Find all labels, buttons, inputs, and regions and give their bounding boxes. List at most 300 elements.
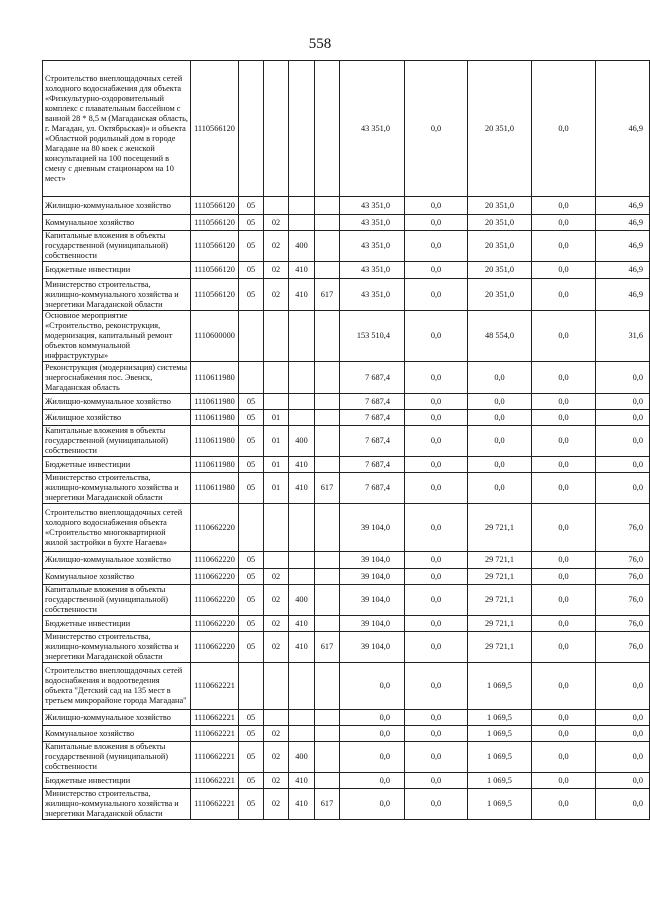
row-code: 1110611980 [191, 426, 239, 457]
row-name: Реконструкция (модернизация) системы энергоснабжения пос. Эвенск, Магаданская область [43, 362, 191, 394]
row-section: 05 [239, 616, 264, 632]
row-section: 05 [239, 585, 264, 616]
row-subsection [264, 61, 289, 197]
row-section: 05 [239, 426, 264, 457]
row-subsection: 02 [264, 569, 289, 585]
row-section: 05 [239, 742, 264, 773]
row-subsection [264, 394, 289, 410]
row-percent: 31,6 [596, 311, 650, 362]
row-expense-type: 400 [289, 585, 315, 616]
table-row [43, 362, 650, 394]
row-admin-code [315, 504, 340, 552]
table-row [43, 663, 650, 710]
row-value-1: 0,0 [340, 789, 405, 820]
table-row [43, 789, 650, 820]
row-percent: 46,9 [596, 231, 650, 262]
row-value-1: 7 687,4 [340, 426, 405, 457]
row-value-3: 29 721,1 [468, 632, 532, 663]
row-value-3: 29 721,1 [468, 504, 532, 552]
row-code: 1110611980 [191, 394, 239, 410]
row-value-3: 20 351,0 [468, 61, 532, 197]
row-value-4: 0,0 [532, 616, 596, 632]
row-admin-code [315, 616, 340, 632]
row-value-3: 48 554,0 [468, 311, 532, 362]
row-percent: 76,0 [596, 585, 650, 616]
row-section: 05 [239, 473, 264, 504]
row-section: 05 [239, 197, 264, 215]
row-value-3: 0,0 [468, 394, 532, 410]
row-subsection [264, 663, 289, 710]
row-value-2: 0,0 [405, 552, 468, 569]
table-row [43, 773, 650, 789]
row-subsection [264, 504, 289, 552]
table-body [43, 61, 650, 820]
row-name: Капитальные вложения в объекты государственной (муниципальной) собственности [43, 231, 191, 262]
row-name: Жилищно-коммунальное хозяйство [43, 710, 191, 726]
row-value-2: 0,0 [405, 231, 468, 262]
row-name: Коммунальное хозяйство [43, 215, 191, 231]
row-value-1: 0,0 [340, 742, 405, 773]
row-value-3: 29 721,1 [468, 552, 532, 569]
page-number: 558 [308, 36, 332, 52]
row-section: 05 [239, 394, 264, 410]
row-name: Капитальные вложения в объекты государственной (муниципальной) собственности [43, 426, 191, 457]
row-name: Строительство внеплощадочных сетей водоснабжения и водоотведения объекта "Детский сад на 135 мест в третьем микрорайоне города Магадана" [43, 663, 191, 710]
row-value-2: 0,0 [405, 197, 468, 215]
row-value-3: 1 069,5 [468, 710, 532, 726]
row-code: 1110611980 [191, 457, 239, 473]
row-value-3: 29 721,1 [468, 585, 532, 616]
row-section: 05 [239, 279, 264, 311]
row-admin-code [315, 663, 340, 710]
row-code: 1110662221 [191, 726, 239, 742]
row-code: 1110662221 [191, 773, 239, 789]
row-value-1: 0,0 [340, 663, 405, 710]
row-admin-code [315, 457, 340, 473]
row-value-1: 7 687,4 [340, 410, 405, 426]
row-value-4: 0,0 [532, 789, 596, 820]
row-percent: 0,0 [596, 710, 650, 726]
row-admin-code: 617 [315, 279, 340, 311]
row-value-3: 0,0 [468, 473, 532, 504]
row-percent: 0,0 [596, 394, 650, 410]
row-value-1: 43 351,0 [340, 231, 405, 262]
row-name: Коммунальное хозяйство [43, 726, 191, 742]
row-value-3: 0,0 [468, 457, 532, 473]
row-value-4: 0,0 [532, 552, 596, 569]
row-value-4: 0,0 [532, 473, 596, 504]
row-section: 05 [239, 773, 264, 789]
row-value-2: 0,0 [405, 410, 468, 426]
row-value-1: 7 687,4 [340, 394, 405, 410]
row-name: Капитальные вложения в объекты государственной (муниципальной) собственности [43, 742, 191, 773]
row-percent: 76,0 [596, 616, 650, 632]
row-subsection: 01 [264, 457, 289, 473]
row-code: 1110566120 [191, 215, 239, 231]
row-name: Коммунальное хозяйство [43, 569, 191, 585]
row-expense-type [289, 569, 315, 585]
row-name: Основное мероприятие «Строительство, реконструкция, модернизация, капитальный ремонт объектов коммунальной инфраструктуры» [43, 311, 191, 362]
row-expense-type [289, 362, 315, 394]
row-value-2: 0,0 [405, 362, 468, 394]
table-row [43, 569, 650, 585]
row-code: 1110566120 [191, 197, 239, 215]
row-percent: 0,0 [596, 773, 650, 789]
row-name: Бюджетные инвестиции [43, 773, 191, 789]
row-admin-code [315, 426, 340, 457]
row-expense-type [289, 215, 315, 231]
row-section: 05 [239, 569, 264, 585]
row-admin-code [315, 231, 340, 262]
row-subsection: 01 [264, 473, 289, 504]
row-expense-type [289, 663, 315, 710]
row-percent: 76,0 [596, 569, 650, 585]
row-value-2: 0,0 [405, 585, 468, 616]
row-value-3: 0,0 [468, 362, 532, 394]
row-section: 05 [239, 710, 264, 726]
table-row [43, 279, 650, 311]
row-code: 1110566120 [191, 231, 239, 262]
row-subsection [264, 552, 289, 569]
row-value-1: 39 104,0 [340, 552, 405, 569]
row-value-1: 153 510,4 [340, 311, 405, 362]
row-code: 1110662221 [191, 663, 239, 710]
row-value-4: 0,0 [532, 61, 596, 197]
row-value-2: 0,0 [405, 663, 468, 710]
row-section: 05 [239, 215, 264, 231]
row-percent: 46,9 [596, 197, 650, 215]
row-subsection: 02 [264, 726, 289, 742]
row-name: Бюджетные инвестиции [43, 616, 191, 632]
row-value-1: 7 687,4 [340, 362, 405, 394]
row-subsection: 02 [264, 789, 289, 820]
table-row [43, 197, 650, 215]
row-name: Капитальные вложения в объекты государственной (муниципальной) собственности [43, 585, 191, 616]
row-code: 1110662221 [191, 710, 239, 726]
row-value-1: 43 351,0 [340, 279, 405, 311]
row-percent: 0,0 [596, 362, 650, 394]
row-value-2: 0,0 [405, 215, 468, 231]
row-value-4: 0,0 [532, 426, 596, 457]
row-admin-code [315, 585, 340, 616]
row-expense-type: 400 [289, 426, 315, 457]
row-percent: 0,0 [596, 410, 650, 426]
row-value-3: 20 351,0 [468, 231, 532, 262]
table-row [43, 742, 650, 773]
row-subsection [264, 710, 289, 726]
row-admin-code [315, 197, 340, 215]
row-name: Министерство строительства, жилищно-коммунального хозяйства и энергетики Магаданской области [43, 632, 191, 663]
row-value-4: 0,0 [532, 742, 596, 773]
row-section [239, 504, 264, 552]
row-value-4: 0,0 [532, 311, 596, 362]
row-value-4: 0,0 [532, 215, 596, 231]
row-expense-type: 410 [289, 279, 315, 311]
row-expense-type: 410 [289, 789, 315, 820]
table-row [43, 215, 650, 231]
row-admin-code [315, 410, 340, 426]
row-code: 1110566120 [191, 61, 239, 197]
row-section [239, 311, 264, 362]
table-row [43, 473, 650, 504]
row-name: Строительство внеплощадочных сетей холодного водоснабжения объекта «Строительство многоквартирной жилой застройки в бухте Нагаева» [43, 504, 191, 552]
row-value-1: 43 351,0 [340, 215, 405, 231]
row-value-2: 0,0 [405, 569, 468, 585]
row-value-3: 20 351,0 [468, 279, 532, 311]
row-percent: 0,0 [596, 457, 650, 473]
row-code: 1110600000 [191, 311, 239, 362]
row-admin-code [315, 61, 340, 197]
row-expense-type [289, 710, 315, 726]
row-subsection: 01 [264, 410, 289, 426]
row-name: Министерство строительства, жилищно-коммунального хозяйства и энергетики Магаданской области [43, 473, 191, 504]
row-code: 1110611980 [191, 362, 239, 394]
row-value-2: 0,0 [405, 726, 468, 742]
row-name: Бюджетные инвестиции [43, 457, 191, 473]
row-value-2: 0,0 [405, 426, 468, 457]
row-admin-code [315, 569, 340, 585]
row-value-2: 0,0 [405, 632, 468, 663]
row-code: 1110611980 [191, 473, 239, 504]
row-expense-type [289, 726, 315, 742]
row-value-2: 0,0 [405, 61, 468, 197]
row-percent: 46,9 [596, 215, 650, 231]
table-row [43, 585, 650, 616]
row-percent: 46,9 [596, 279, 650, 311]
table-row [43, 710, 650, 726]
row-value-3: 0,0 [468, 426, 532, 457]
row-value-2: 0,0 [405, 504, 468, 552]
table-row [43, 262, 650, 279]
row-percent: 76,0 [596, 552, 650, 569]
row-percent: 76,0 [596, 632, 650, 663]
row-admin-code: 617 [315, 473, 340, 504]
table-row [43, 410, 650, 426]
row-expense-type: 410 [289, 773, 315, 789]
row-value-2: 0,0 [405, 279, 468, 311]
row-value-4: 0,0 [532, 279, 596, 311]
row-value-3: 20 351,0 [468, 262, 532, 279]
row-value-2: 0,0 [405, 262, 468, 279]
row-subsection: 01 [264, 426, 289, 457]
row-value-1: 7 687,4 [340, 457, 405, 473]
table-row [43, 632, 650, 663]
table-row [43, 394, 650, 410]
row-value-4: 0,0 [532, 457, 596, 473]
row-value-1: 39 104,0 [340, 504, 405, 552]
row-expense-type [289, 504, 315, 552]
row-value-3: 1 069,5 [468, 726, 532, 742]
row-code: 1110662220 [191, 504, 239, 552]
row-value-2: 0,0 [405, 773, 468, 789]
row-value-4: 0,0 [532, 504, 596, 552]
row-value-3: 0,0 [468, 410, 532, 426]
row-percent: 0,0 [596, 742, 650, 773]
row-value-2: 0,0 [405, 710, 468, 726]
row-value-4: 0,0 [532, 231, 596, 262]
row-subsection: 02 [264, 215, 289, 231]
row-value-1: 39 104,0 [340, 616, 405, 632]
row-value-2: 0,0 [405, 789, 468, 820]
row-subsection: 02 [264, 585, 289, 616]
row-code: 1110611980 [191, 410, 239, 426]
row-value-1: 39 104,0 [340, 585, 405, 616]
row-section: 05 [239, 726, 264, 742]
row-section: 05 [239, 632, 264, 663]
row-admin-code [315, 742, 340, 773]
row-value-3: 29 721,1 [468, 569, 532, 585]
row-admin-code [315, 262, 340, 279]
row-value-4: 0,0 [532, 197, 596, 215]
row-percent: 0,0 [596, 726, 650, 742]
budget-table [42, 60, 650, 820]
row-value-2: 0,0 [405, 311, 468, 362]
row-value-4: 0,0 [532, 362, 596, 394]
row-name: Жилищно-коммунальное хозяйство [43, 552, 191, 569]
table-row [43, 311, 650, 362]
row-subsection: 02 [264, 616, 289, 632]
row-admin-code [315, 311, 340, 362]
row-value-4: 0,0 [532, 262, 596, 279]
row-section [239, 61, 264, 197]
row-value-4: 0,0 [532, 569, 596, 585]
table-row [43, 457, 650, 473]
table-row [43, 504, 650, 552]
row-subsection: 02 [264, 231, 289, 262]
row-code: 1110662220 [191, 569, 239, 585]
row-value-1: 43 351,0 [340, 197, 405, 215]
table-row [43, 426, 650, 457]
row-admin-code [315, 773, 340, 789]
row-admin-code [315, 726, 340, 742]
row-code: 1110566120 [191, 279, 239, 311]
row-value-4: 0,0 [532, 585, 596, 616]
row-code: 1110662220 [191, 616, 239, 632]
row-value-2: 0,0 [405, 616, 468, 632]
row-expense-type: 400 [289, 742, 315, 773]
row-value-1: 43 351,0 [340, 262, 405, 279]
table-row [43, 726, 650, 742]
row-value-2: 0,0 [405, 473, 468, 504]
row-value-4: 0,0 [532, 663, 596, 710]
row-value-3: 1 069,5 [468, 773, 532, 789]
row-expense-type [289, 197, 315, 215]
row-section: 05 [239, 410, 264, 426]
row-percent: 46,9 [596, 61, 650, 197]
row-subsection [264, 311, 289, 362]
row-admin-code [315, 394, 340, 410]
row-value-1: 39 104,0 [340, 632, 405, 663]
row-percent: 0,0 [596, 426, 650, 457]
row-section: 05 [239, 552, 264, 569]
row-percent: 76,0 [596, 504, 650, 552]
row-name: Министерство строительства, жилищно-коммунального хозяйства и энергетики Магаданской области [43, 789, 191, 820]
table-row [43, 552, 650, 569]
row-expense-type: 410 [289, 457, 315, 473]
row-value-2: 0,0 [405, 742, 468, 773]
row-value-3: 1 069,5 [468, 789, 532, 820]
row-expense-type [289, 394, 315, 410]
row-code: 1110566120 [191, 262, 239, 279]
row-expense-type: 410 [289, 616, 315, 632]
row-section: 05 [239, 789, 264, 820]
row-section: 05 [239, 262, 264, 279]
row-code: 1110662220 [191, 552, 239, 569]
row-admin-code [315, 215, 340, 231]
row-value-1: 0,0 [340, 710, 405, 726]
row-name: Жилищно-коммунальное хозяйство [43, 394, 191, 410]
row-value-1: 7 687,4 [340, 473, 405, 504]
row-expense-type [289, 410, 315, 426]
row-admin-code [315, 362, 340, 394]
row-section: 05 [239, 457, 264, 473]
row-value-4: 0,0 [532, 773, 596, 789]
row-value-1: 39 104,0 [340, 569, 405, 585]
row-admin-code [315, 710, 340, 726]
row-value-4: 0,0 [532, 410, 596, 426]
row-expense-type [289, 552, 315, 569]
row-expense-type [289, 61, 315, 197]
row-admin-code: 617 [315, 789, 340, 820]
row-expense-type: 400 [289, 231, 315, 262]
row-value-2: 0,0 [405, 394, 468, 410]
row-section [239, 362, 264, 394]
row-name: Бюджетные инвестиции [43, 262, 191, 279]
row-percent: 0,0 [596, 663, 650, 710]
row-code: 1110662221 [191, 789, 239, 820]
row-admin-code [315, 552, 340, 569]
row-value-1: 43 351,0 [340, 61, 405, 197]
row-expense-type: 410 [289, 473, 315, 504]
row-value-2: 0,0 [405, 457, 468, 473]
row-subsection [264, 362, 289, 394]
row-subsection: 02 [264, 279, 289, 311]
row-admin-code: 617 [315, 632, 340, 663]
row-value-3: 29 721,1 [468, 616, 532, 632]
row-percent: 46,9 [596, 262, 650, 279]
row-subsection: 02 [264, 262, 289, 279]
row-value-3: 20 351,0 [468, 215, 532, 231]
row-code: 1110662220 [191, 632, 239, 663]
row-value-1: 0,0 [340, 773, 405, 789]
row-value-4: 0,0 [532, 710, 596, 726]
row-value-3: 1 069,5 [468, 742, 532, 773]
row-code: 1110662221 [191, 742, 239, 773]
row-percent: 0,0 [596, 473, 650, 504]
row-value-4: 0,0 [532, 394, 596, 410]
row-value-4: 0,0 [532, 726, 596, 742]
row-value-3: 20 351,0 [468, 197, 532, 215]
row-name: Жилищно-коммунальное хозяйство [43, 197, 191, 215]
row-subsection: 02 [264, 773, 289, 789]
row-value-3: 1 069,5 [468, 663, 532, 710]
row-subsection [264, 197, 289, 215]
row-value-1: 0,0 [340, 726, 405, 742]
row-value-4: 0,0 [532, 632, 596, 663]
row-section: 05 [239, 231, 264, 262]
row-expense-type [289, 311, 315, 362]
table-row [43, 61, 650, 197]
row-section [239, 663, 264, 710]
row-subsection: 02 [264, 742, 289, 773]
row-name: Жилищное хозяйство [43, 410, 191, 426]
row-name: Министерство строительства, жилищно-коммунального хозяйства и энергетики Магаданской области [43, 279, 191, 311]
row-percent: 0,0 [596, 789, 650, 820]
row-subsection: 02 [264, 632, 289, 663]
row-expense-type: 410 [289, 632, 315, 663]
row-name: Строительство внеплощадочных сетей холодного водоснабжения для объекта «Физкультурно-оздоровительный комплекс с плавательным бассейном с ванной 28 * 8,5 м (Магаданская область, г. Магадан, ул. Октябрьская)» и объекта «Областной родильный дом в городе Магадане на 80 коек с женской консультацией на 100 посещений в смену с дневным стационаром на 10 мест» [43, 61, 191, 197]
row-code: 1110662220 [191, 585, 239, 616]
